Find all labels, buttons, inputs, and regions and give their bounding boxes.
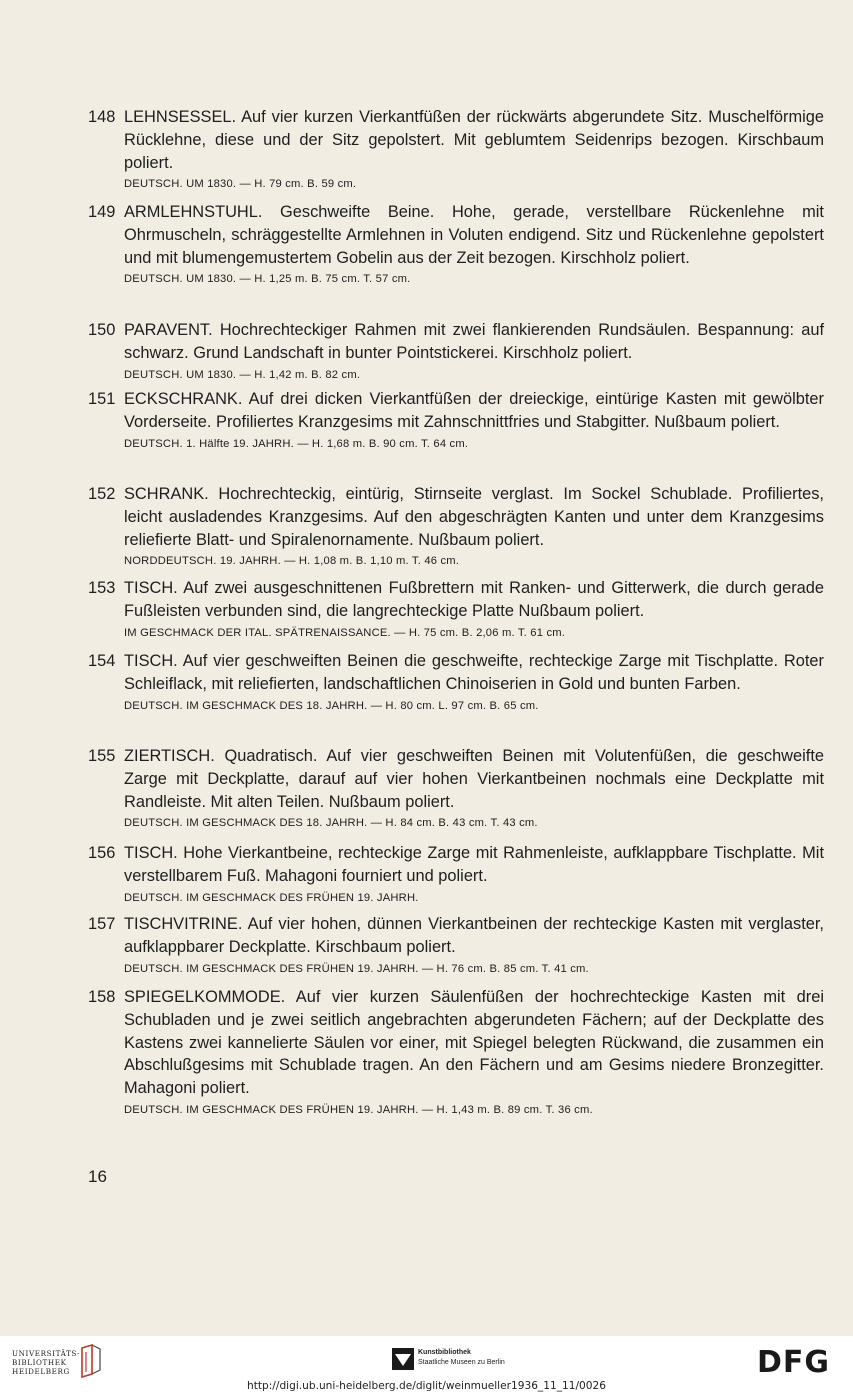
entry-number: 152 (88, 485, 116, 503)
entry-provenance: NORDDEUTSCH. 19. JAHRH. — H. 1,08 m. B. 1,10 m. T. 46 cm. (124, 555, 460, 568)
catalog-entry-151 (88, 388, 824, 453)
entry-description: LEHNSESSEL. Auf vier kurzen Vierkantfüßen der rückwärts abgerundete Sitz. Muschelförmige Rücklehne, diese und der Sitz gepolstert. Mit geblumtem Seidenrips bezogen. Kirschbaum poliert. (124, 108, 824, 172)
entry-description: SPIEGELKOMMODE. Auf vier kurzen Säulenfüßen der hochrechteckige Kasten mit drei Schubladen und je zwei seitlich angebrachten abgerundeten Fächern; auf der Deckplatte des Kastens zwei kannelierte Säulen vor einer, mit Spiegel belegten Rückwand, die zusammen ein Abschlußgesims mit Schublade tragen. An den Fächern und am Gesims niedere Bronzegitter. Mahagoni poliert. (124, 988, 824, 1098)
kunstbibliothek-logo-icon[interactable] (392, 1348, 414, 1370)
entry-number: 149 (88, 203, 116, 221)
catalog-entry-148 (88, 106, 824, 193)
university-library-logo[interactable] (12, 1349, 80, 1376)
entry-description: TISCHVITRINE. Auf vier hohen, dünnen Vierkantbeinen der rechteckige Kasten mit verglaster, aufklappbarer Deckplatte. Kirschbaum poliert. (124, 915, 824, 956)
kb-line: Kunstbibliothek (418, 1349, 471, 1356)
entry-number: 150 (88, 321, 116, 339)
entry-provenance: DEUTSCH. 1. Hälfte 19. JAHRH. — H. 1,68 m. B. 90 cm. T. 64 cm. (124, 437, 469, 450)
document-url[interactable]: http://digi.ub.uni-heidelberg.de/diglit/weinmueller1936_11_11/0026 (246, 1380, 607, 1392)
catalog-entry-156 (88, 842, 824, 907)
entry-number: 151 (88, 390, 116, 408)
catalog-entry-150 (88, 319, 824, 384)
entry-number: 148 (88, 108, 116, 126)
entry-provenance: DEUTSCH. UM 1830. — H. 1,42 m. B. 82 cm. (124, 368, 361, 381)
entry-number: 153 (88, 579, 116, 597)
entry-description: TISCH. Hohe Vierkantbeine, rechteckige Zarge mit Rahmenleiste, aufklappbare Tischplatte. Mit verstellbarem Fuß. Mahagoni fourniert und poliert. (124, 844, 824, 885)
entry-number: 156 (88, 844, 116, 862)
entry-provenance: DEUTSCH. IM GESCHMACK DES FRÜHEN 19. JAHRH. (124, 891, 419, 904)
entry-provenance: DEUTSCH. IM GESCHMACK DES FRÜHEN 19. JAHRH. — H. 76 cm. B. 85 cm. T. 41 cm. (124, 962, 589, 975)
entry-provenance: DEUTSCH. IM GESCHMACK DES FRÜHEN 19. JAHRH. — H. 1,43 m. B. 89 cm. T. 36 cm. (124, 1103, 593, 1116)
logo-line: UNIVERSITÄTS- (12, 1349, 81, 1358)
catalog-entry-155 (88, 745, 824, 832)
entry-provenance: IM GESCHMACK DER ITAL. SPÄTRENAISSANCE. — H. 75 cm. B. 2,06 m. T. 61 cm. (124, 626, 566, 639)
entry-description: TISCH. Auf zwei ausgeschnittenen Fußbrettern mit Ranken- und Gitterwerk, die durch gerade Fußleisten verbunden sind, die langrechteckige Platte Nußbaum poliert. (124, 579, 824, 620)
university-seal-icon (78, 1344, 102, 1378)
entry-description: ZIERTISCH. Quadratisch. Auf vier geschweiften Beinen mit Volutenfüßen, die geschweifte Zarge mit Deckplatte, darauf auf vier hohen Vierkantbeinen nochmals eine Deckplatte mit Randleiste. Mit alten Teilen. Nußbaum poliert. (124, 747, 824, 811)
logo-line: HEIDELBERG (12, 1367, 70, 1376)
entry-provenance: DEUTSCH. UM 1830. — H. 1,25 m. B. 75 cm. T. 57 cm. (124, 273, 411, 286)
kunstbibliothek-label (418, 1348, 505, 1368)
page-number: 16 (88, 1167, 107, 1186)
entry-description: ARMLEHNSTUHL. Geschweifte Beine. Hohe, gerade, verstellbare Rückenlehne mit Ohrmuscheln, schräggestellte Armlehnen in Voluten endigend. Sitz und Rückenlehne gepolstert und mit blumengemustertem Gobelin aus der Zeit bezogen. Kirschholz poliert. (124, 203, 824, 267)
entry-provenance: DEUTSCH. UM 1830. — H. 79 cm. B. 59 cm. (124, 178, 357, 191)
catalog-entry-157 (88, 913, 824, 978)
logo-line: BIBLIOTHEK (12, 1358, 67, 1367)
entry-description: TISCH. Auf vier geschweiften Beinen die geschweifte, rechteckige Zarge mit Tischplatte. Roter Schleiflack, mit reliefierten, landschaftlichen Chinoiserien in Gold und bunten Farben. (124, 652, 824, 693)
entry-description: PARAVENT. Hochrechteckiger Rahmen mit zwei flankierenden Rundsäulen. Bespannung: auf schwarz. Grund Landschaft in bunter Pointstickerei. Kirschholz poliert. (124, 321, 824, 362)
dfg-logo[interactable]: DFG (757, 1345, 831, 1380)
catalog-entry-154 (88, 650, 824, 715)
entry-provenance: DEUTSCH. IM GESCHMACK DES 18. JAHRH. — H. 80 cm. L. 97 cm. B. 65 cm. (124, 699, 539, 712)
entry-description: SCHRANK. Hochrechteckig, eintürig, Stirnseite verglast. Im Sockel Schublade. Profiliertes, leicht ausladendes Kranzgesims. Auf den abgeschrägten Kanten und unter dem Kranzgesims reliefierte Blatt- und Spiralenornamente. Nußbaum poliert. (124, 485, 824, 549)
catalog-entry-153 (88, 577, 824, 642)
entry-number: 155 (88, 747, 116, 765)
catalog-entry-152 (88, 483, 824, 570)
entry-provenance: DEUTSCH. IM GESCHMACK DES 18. JAHRH. — H. 84 cm. B. 43 cm. T. 43 cm. (124, 817, 538, 830)
entry-description: ECKSCHRANK. Auf drei dicken Vierkantfüßen der dreieckige, eintürige Kasten mit gewölbter Vorderseite. Profiliertes Kranzgesims mit Zahnschnittfries und Stabgitter. Nußbaum poliert. (124, 390, 824, 431)
catalog-entry-158 (88, 986, 824, 1119)
kb-line: Staatliche Museen zu Berlin (418, 1359, 505, 1366)
entry-number: 158 (88, 988, 116, 1006)
entry-number: 157 (88, 915, 116, 933)
catalog-entry-149 (88, 201, 824, 288)
entry-number: 154 (88, 652, 116, 670)
